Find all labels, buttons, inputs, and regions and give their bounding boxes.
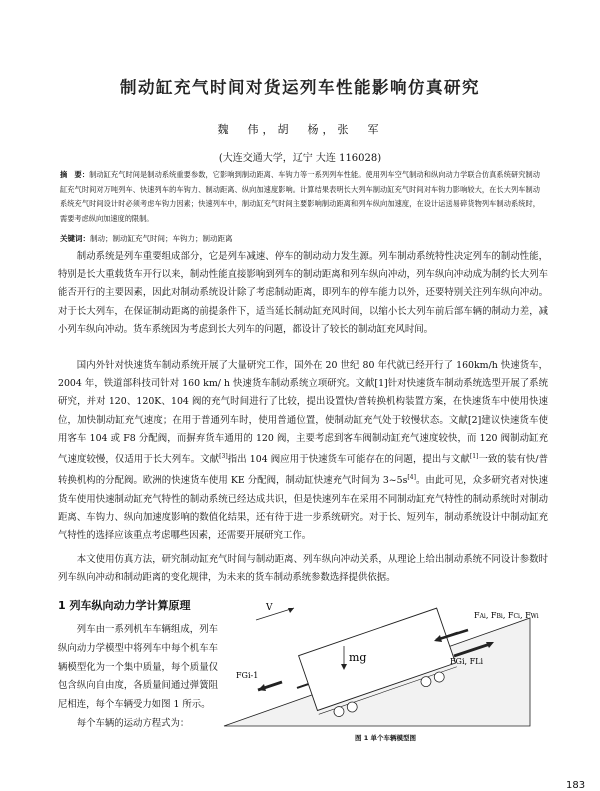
rear-coupler-force-label (236, 671, 258, 680)
section1-paragraph-2: 每个车辆的运动方程式为： (76, 717, 190, 729)
keywords (60, 233, 540, 245)
section1-paragraph-1: 列车由一系列机车车辆组成，列车纵向动力学模型中将列车中每个机车车辆模型化为一个集中质量，每个质量仅包含纵向自由度，各质量间通过弹簧阻尼相连，每个车辆受力如图 1 所示。 (58, 624, 218, 711)
intro-paragraph-1 (58, 248, 548, 339)
paragraph-text: 制动系统是列车重要组成部分，它是列车减速、停车的制动动力发生源。列车制动系统特性决定列车的制动性能，特别是长大重载货车开行以来，制动性能直接影响到列车的制动距离和列车纵向冲动，列车纵向冲动成为制约长大列车能否开行的主要因素，因此对制动系统设计除了考虑制动距离，即列车的停车能力以外，还要特别关注列车纵向冲动。对于长大列车，在保证制动距离的前提条件下，适当延长制动缸充风时间，以缩小长大列车前后部车辆的制动力差，减小列车纵向冲动。货车系统因为考虑到长大列车的问题，都设计了较长的制动缸充风时间。 (58, 251, 548, 335)
paragraph-text: 本文使用仿真方法，研究制动缸充气时间与制动距离、列车纵向冲动关系，从理论上给出制动系统不同设计参数时列车纵向冲动和制动距离的变化规律，为未来的货车制动系统参数选择提供依据。 (58, 554, 548, 584)
fgi-text: FGi (450, 657, 465, 666)
force-symbol: F (474, 611, 480, 620)
abstract-text: 制动缸充气时间是制动系统重要参数，它影响到制动距离、车钩力等一系列列车性能。使用列车空气制动和纵向动力学联合仿真系统研究制动缸充气时间对万吨列车、快速列车的车钩力、制动距离、纵向加速度影响。计算结果表明长大列车制动缸充气时间对车钩力影响较大，在长大列车制动系统充气时间设计时必须考虑车钩力因素；快速列车中，制动缸充气时间主要影响制动距离和列车纵向加速度，在设计运送易碎货物列车制动系统时，需要考虑纵向加速度的限制。 (60, 170, 540, 223)
force-symbol: F (490, 611, 497, 620)
force-sub-ai: Ai (479, 613, 486, 620)
page-number: 183 (566, 780, 586, 791)
section-heading: 1 列车纵向动力学计算原理 (58, 599, 191, 612)
force-symbol: F (525, 611, 531, 620)
velocity-label: V (266, 603, 273, 613)
citation-4: [4] (407, 474, 416, 482)
keywords-text: 制动；制动缸充气时间；车钩力；制动距离 (90, 234, 233, 243)
paragraph-text (58, 357, 548, 545)
citation-1: [1] (469, 453, 479, 461)
intro-paragraph-2 (58, 357, 548, 545)
resistance-forces-label: FAi, FBi, FCi, FWi (474, 611, 539, 620)
velocity-arrowhead (288, 608, 294, 613)
citation-3: [3] (219, 453, 228, 461)
paper-title: 制动缸充气时间对货运列车性能影响仿真研究 (120, 78, 480, 97)
rear-force-arrowhead (258, 684, 266, 691)
text-run: 指出 104 阀应用于快速货车可能存在的问题，提出与文献 (227, 454, 470, 466)
fli-text: FLi (469, 657, 484, 666)
text-run: 一致的装有快/普转换机构的分配阀。欧洲的快速货车使用 KE 分配阀，制动缸快速充气时间为 3~5s (58, 454, 548, 487)
velocity-arrow (256, 608, 294, 620)
front-coupler-force-label: FGi, FLi (450, 657, 484, 666)
vehicle-force-diagram (222, 598, 552, 730)
force-sub-bi: Bi (496, 613, 503, 620)
force-sub-ci: Ci (513, 613, 520, 620)
force-symbol: F (507, 611, 514, 620)
rear-coupler (297, 684, 308, 688)
figure-caption: 图 1 单个车辆模型图 (355, 734, 417, 742)
text-run: 国内外针对快速货车制动系统开展了大量研究工作，国外在 20 世纪 80 年代就已经开行了 160km/h 快速货车，2004 年，铁道部科技司针对 160 km/ h 快速货车制动系统立项研究。文献[1]针对快速货车制动系统选型开展了系统研究，并对 120、120K、104 阀的充气时间进行了比较，提出设置快/普转换机构装置方案，在快速货车中使用快速位，加快制动缸充气速度；在用于普通列车时，使用普通位置，使制动缸充气处于较慢状态。文献[2]建议快速货车使用客车 104 或 F8 分配阀，而摒弃货车通用的 120 阀，主要考虑到客车阀制动缸充气速度较快，而 120 阀制动缸充气速度较慢，仅适用于长大列车。文献 (58, 360, 548, 466)
text-run: 。由此可见，众多研究者对快速货车使用快速制动缸充气特性的制动系统已经达成共识，但是快速列车在采用不同制动缸充气特性的制动系统时对制动距离、车钩力、纵向加速度影响的数值化结果，还有待于进一步系统研究。对于长、短列车，制动系统设计中制动缸充气特性的选择应该重点考虑哪些因素，还需要开展研究工作。 (58, 475, 548, 542)
abstract-label: 摘 要： (60, 170, 90, 179)
fgi1-text: FGi-1 (236, 671, 259, 680)
affiliation: (大连交通大学，辽宁 大连 116028) (218, 153, 382, 164)
intro-paragraph-3 (58, 551, 548, 587)
force-sub-wi: Wi (530, 613, 539, 620)
gravity-label: mg (349, 651, 367, 664)
section1-text (58, 621, 218, 734)
abstract (60, 168, 540, 226)
keywords-label: 关键词： (60, 234, 90, 243)
authors: 魏 伟，胡 杨，张 军 (217, 123, 383, 136)
